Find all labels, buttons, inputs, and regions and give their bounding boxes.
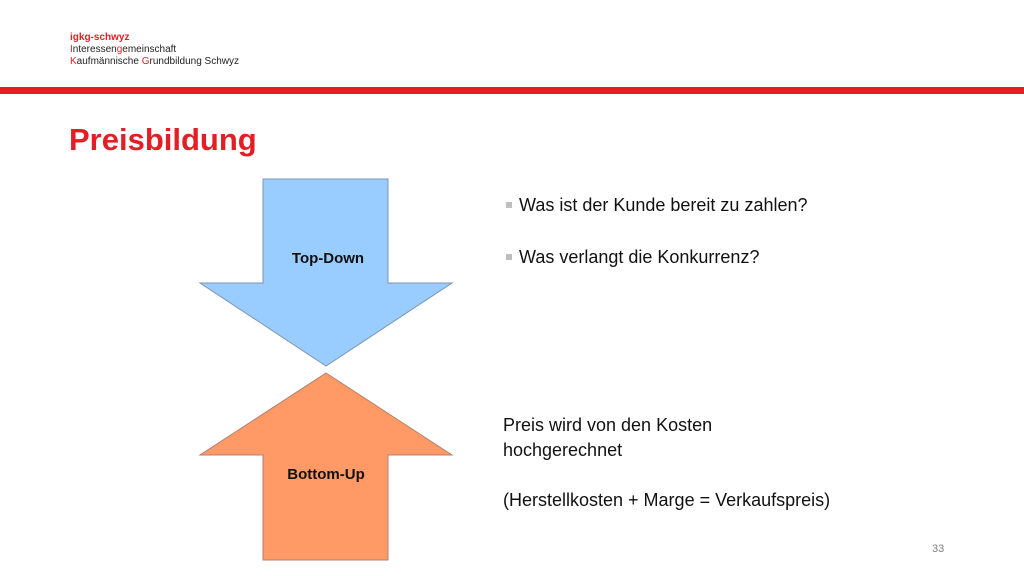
org-line-interessengemeinschaft: Interessengemeinschaft	[70, 44, 177, 55]
description-line: hochgerechnet	[503, 440, 623, 460]
slide-title: Preisbildung	[69, 122, 257, 157]
page-number: 33	[932, 543, 945, 555]
description-line: Preis wird von den Kosten	[503, 415, 713, 435]
org-line-kaufmaennische-grundbildung: Kaufmännische Grundbildung Schwyz	[70, 56, 239, 67]
bottom-up-label: Bottom-Up	[287, 466, 365, 483]
question-bullet-list	[504, 193, 808, 297]
bullet-item: Was verlangt die Konkurrenz?	[504, 245, 808, 269]
top-down-arrow	[200, 179, 452, 366]
bullet-item: Was ist der Kunde bereit zu zahlen?	[504, 193, 808, 217]
org-brand: igkg-schwyz	[70, 32, 130, 43]
top-down-label: Top-Down	[291, 250, 365, 267]
formula-line: (Herstellkosten + Marge = Verkaufspreis)	[503, 490, 831, 510]
bottom-up-description	[503, 413, 830, 513]
